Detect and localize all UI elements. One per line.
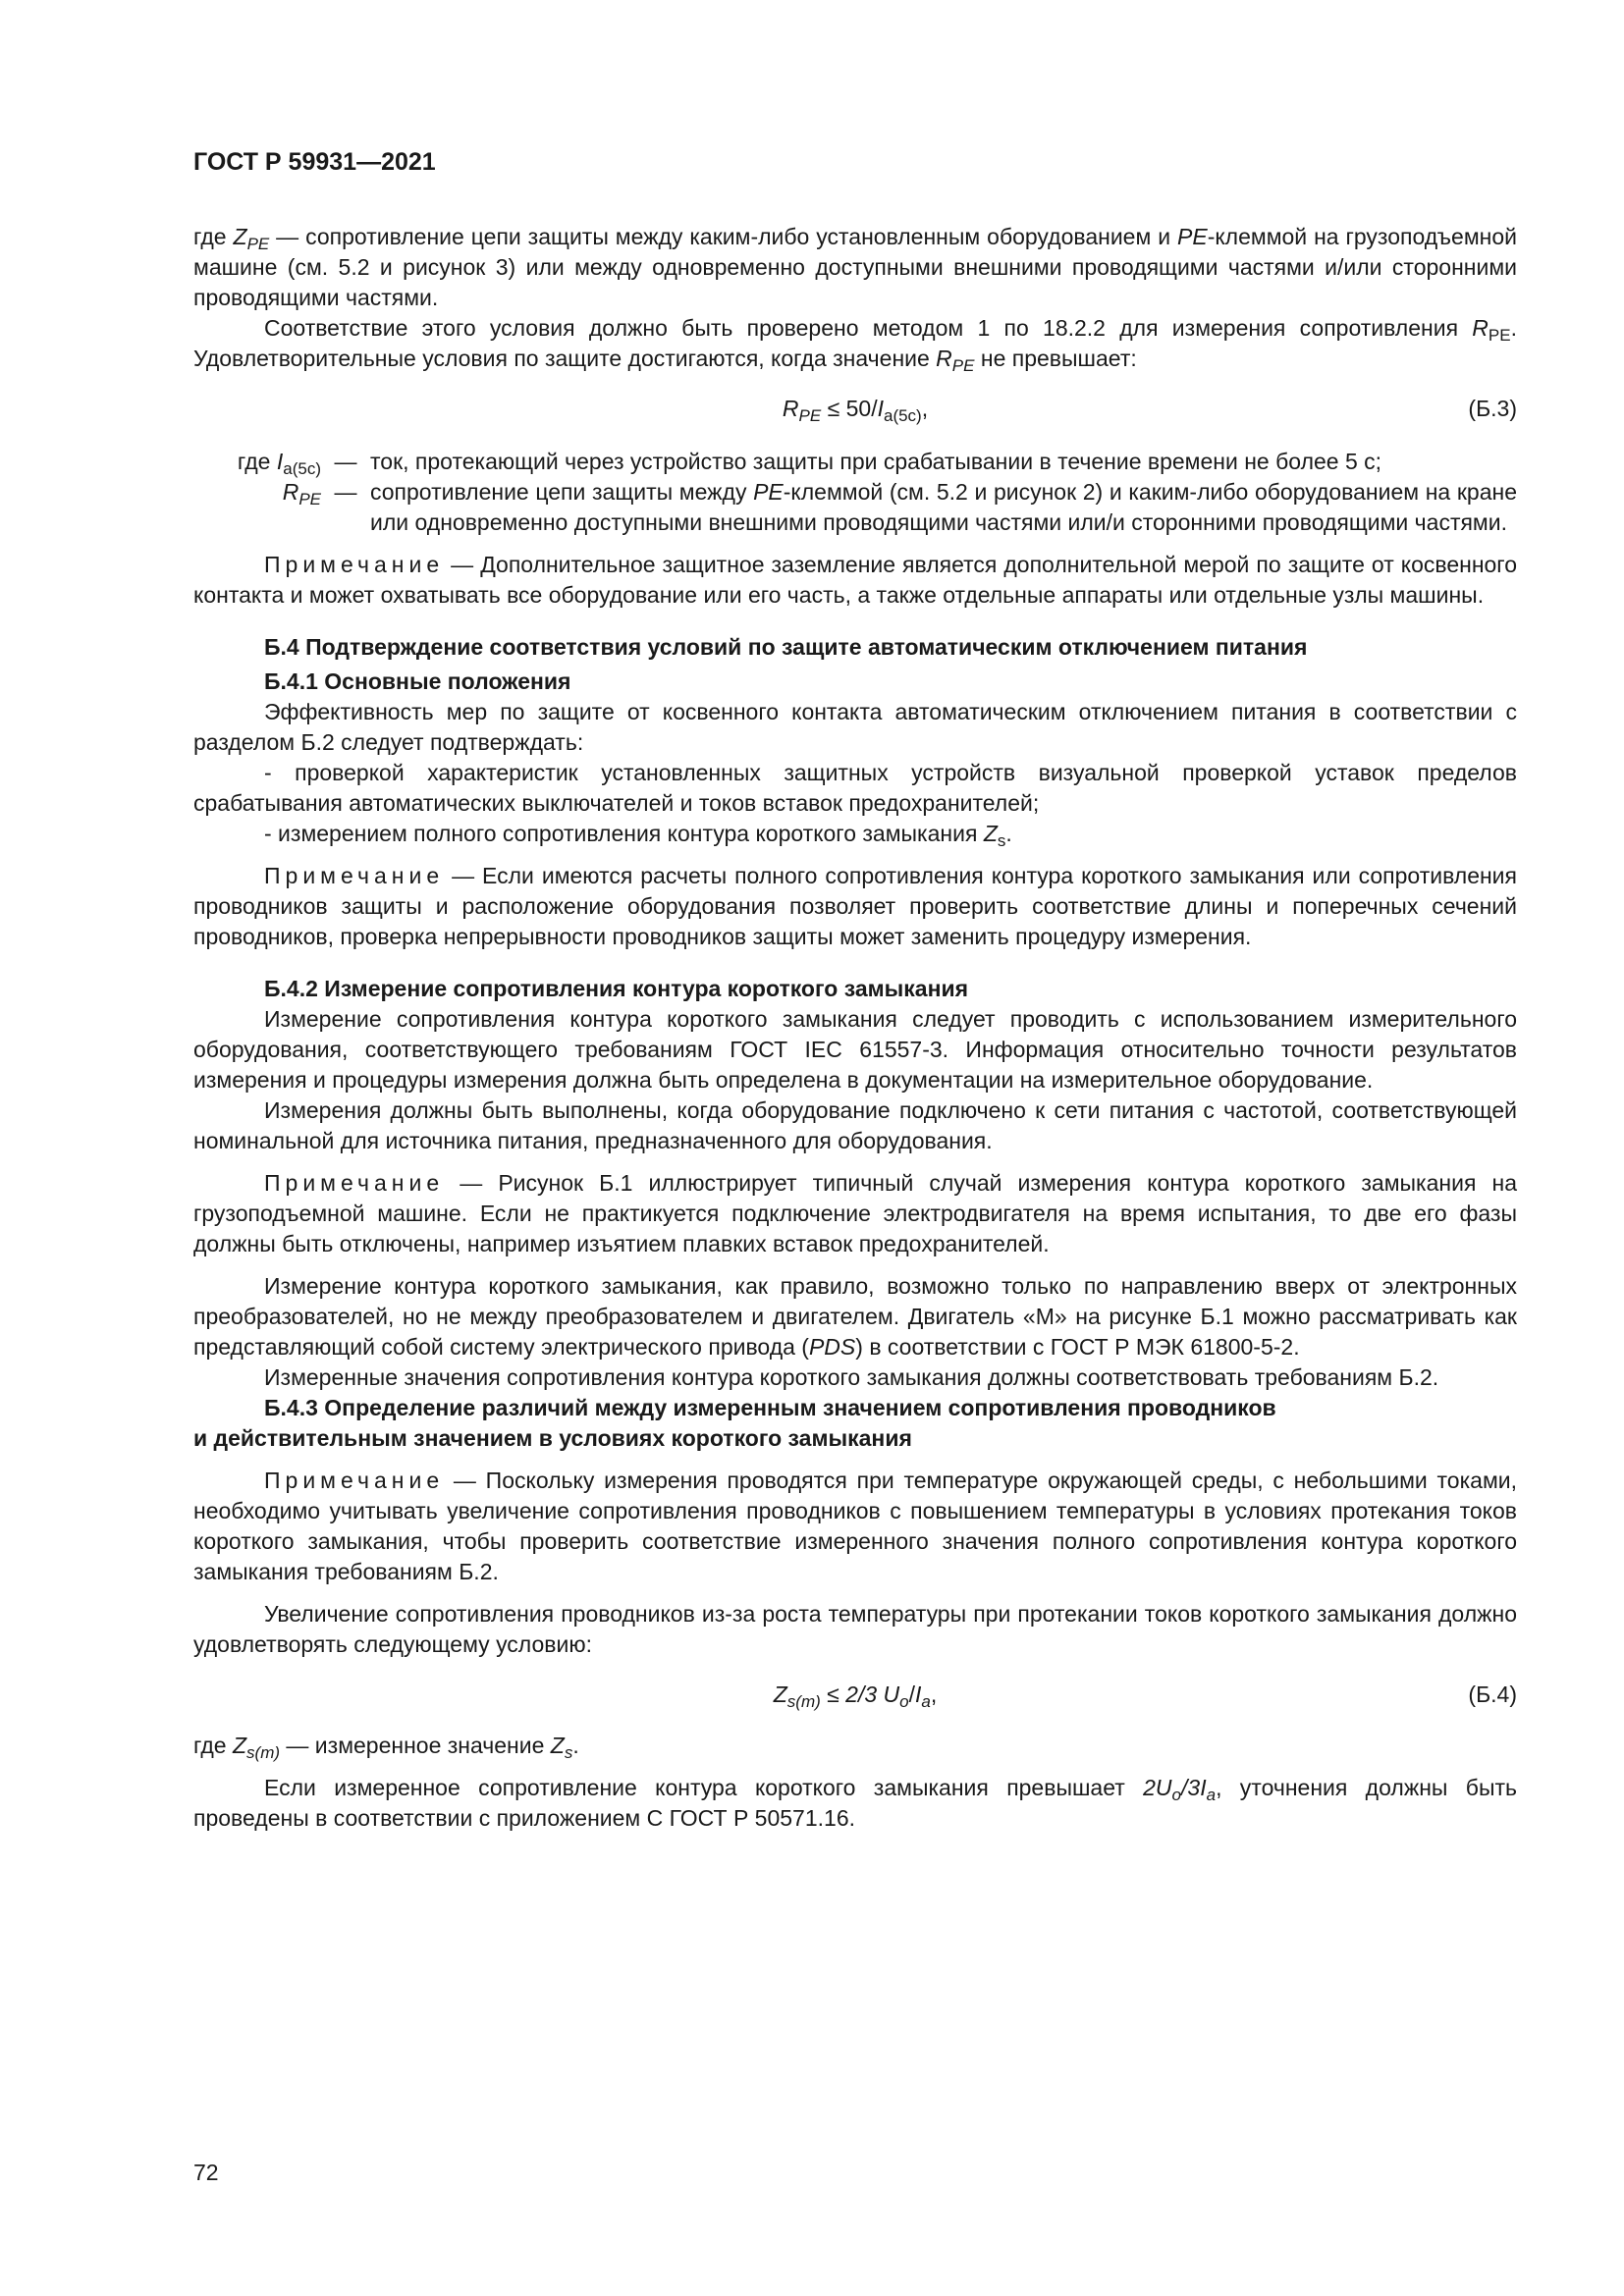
section-title-b43-line1: Б.4.3 Определение различий между измеренным значением сопротивления проводников [264, 1395, 1276, 1420]
section-title-b41: Б.4.1 Основные положения [264, 668, 571, 694]
paragraph-method-check: Соответствие этого условия должно быть проверено методом 1 по 18.2.2 для измерения сопротивления $R_{PE}$. Удовлетворительные условия по защите достигаются, когда значение $R_{PE}$ не превышает: [193, 315, 1517, 375]
list-item-measure-zs: - измерением полного сопротивления контура короткого замыкания $Z_s$. [264, 821, 1012, 850]
document-header: ГОСТ Р 59931—2021 [193, 148, 436, 176]
paragraph-b42-frequency: Измерения должны быть выполнены, когда оборудование подключено к сети питания с частотой, соответствующей номинальной для источника питания, предназначенного для оборудования. [193, 1097, 1517, 1153]
formula-b3-expression: $R_{PE} \le 50/I_{а(5с)}$, [782, 396, 929, 425]
where-list-b3: где $I_{а(5с)}$ — ток, протекающий через устройство защиты при срабатывании в течение времени не более 5 с; $R_{PE}$ — сопротивление цепи защиты между PE-клеммой (см. 5.2 и рисунок 2) и каким-либо оборудованием на кране или одновременно доступными внешними проводящими частями или/и сторонними проводящими частями. [193, 447, 1517, 538]
note-b42: Примечание — Рисунок Б.1 иллюстрирует типичный случай измерения контура короткого замыкания на грузоподъемной машине. Если не практикуется подключение электродвигателя на время испытания, то две его фазы должны быть отключены, например изъятием плавких вставок предохранителей. [193, 1170, 1517, 1256]
paragraph-b43-temperature: Увеличение сопротивления проводников из-за роста температуры при протекании токов короткого замыкания должно удовлетворять следующему условию: [193, 1601, 1517, 1657]
paragraph-zpe-definition: где $Z_{PE}$ — сопротивление цепи защиты между каким-либо установленным оборудованием и PE-клеммой на грузоподъемной машине (см. 5.2 и рисунок 3) или между одновременно доступными внешними проводящими частями и/или сторонними проводящими частями. [193, 224, 1517, 310]
paragraph-final-clarification: Если измеренное сопротивление контура короткого замыкания превышает $2U_o/3I_a$, уточнения должны быть проведены в соответствии с приложением С ГОСТ Р 50571.16. [193, 1775, 1518, 1831]
formula-b4 [193, 1676, 1517, 1719]
note-b43: Примечание — Поскольку измерения проводятся при температуре окружающей среды, с небольшими токами, необходимо учитывать увеличение сопротивления проводников с повышением температуры в условиях протекания токов короткого замыкания, чтобы проверить соответствие измеренного значения полного сопротивления контура короткого замыкания требованиям Б.2. [193, 1468, 1517, 1584]
where-definition-ia5c: ток, протекающий через устройство защиты при срабатывании в течение времени не более 5 с; [370, 449, 1382, 474]
list-item-check-devices: - проверкой характеристик установленных защитных устройств визуальной проверкой уставок пределов срабатывания автоматических выключателей и токов вставок предохранителей; [193, 760, 1517, 816]
section-title-b43-line2: и действительным значением в условиях короткого замыкания [193, 1425, 912, 1451]
paragraph-b42-values: Измеренные значения сопротивления контура короткого замыкания должны соответствовать требованиям Б.2. [264, 1364, 1439, 1390]
where-symbol-rpe: $R_{PE}$ [282, 479, 321, 508]
paragraph-b41-intro: Эффективность мер по защите от косвенного контакта автоматическим отключением питания в соответствии с разделом Б.2 следует подтверждать: [193, 699, 1517, 755]
where-symbol-ia5c: где $I_{а(5с)}$ [237, 449, 321, 478]
note-additional-grounding: Примечание — Дополнительное защитное заземление является дополнительной мерой по защите от косвенного контакта и может охватывать все оборудование или его часть, а также отдельные аппараты или отдельные узлы машины. [193, 552, 1517, 608]
document-body [193, 222, 1517, 1834]
page-number: 72 [193, 2160, 219, 2185]
formula-b3 [193, 390, 1517, 433]
where-definition-rpe: сопротивление цепи защиты между PE-клеммой (см. 5.2 и рисунок 2) и каким-либо оборудованием на кране или одновременно доступными внешними проводящими частями или/и сторонними проводящими частями. [370, 479, 1517, 535]
formula-b3-number: (Б.3) [1468, 396, 1517, 421]
section-title-b4: Б.4 Подтверждение соответствия условий по защите автоматическим отключением питания [264, 634, 1308, 660]
paragraph-b42-converters: Измерение контура короткого замыкания, как правило, возможно только по направлению вверх от электронных преобразователей, но не между преобразователем и двигателем. Двигатель «М» на рисунке Б.1 можно рассматривать как представляющий собой систему электрического привода (PDS) в соответствии с ГОСТ Р МЭК 61800-5-2. [193, 1273, 1517, 1360]
section-title-b42: Б.4.2 Измерение сопротивления контура короткого замыкания [264, 976, 969, 1001]
paragraph-b42-measurement: Измерение сопротивления контура короткого замыкания следует проводить с использованием измерительного оборудования, соответствующего требованиям ГОСТ IEC 61557-3. Информация относительно точности результатов измерения и процедуры измерения должна быть определена в документации на измерительное оборудование. [193, 1006, 1517, 1093]
where-zsm: где $Z_{s(m)}$ — измеренное значение $Z_s$. [193, 1733, 579, 1762]
formula-b4-expression: $Z_{s(m)} \le 2/3$ $U_o/I_a$, [773, 1682, 938, 1711]
formula-b4-number: (Б.4) [1468, 1682, 1517, 1707]
note-b41: Примечание — Если имеются расчеты полного сопротивления контура короткого замыкания или сопротивления проводников защиты и расположение оборудования позволяет проверить соответствие длины и поперечных сечений проводников, проверка непрерывности проводников защиты может заменить процедуру измерения. [193, 863, 1517, 949]
